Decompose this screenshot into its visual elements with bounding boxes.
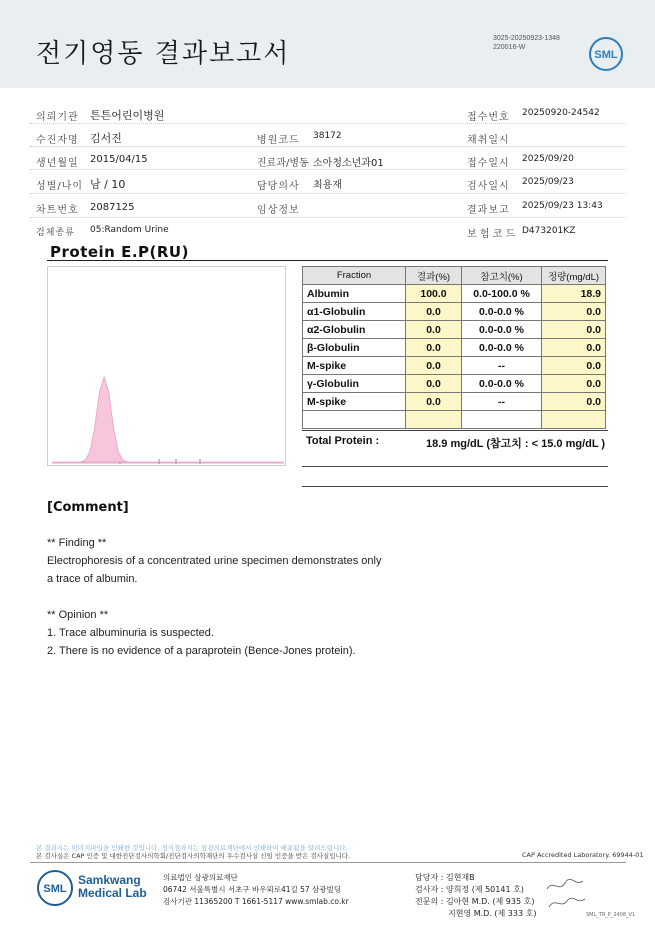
divider <box>30 193 626 194</box>
receipt-date-label: 접수일시 <box>467 158 510 169</box>
fraction-name: γ-Globulin <box>303 375 406 393</box>
cap-accreditation: CAP Accredited Laboratory. 69944-01 <box>522 851 644 859</box>
report-header <box>0 0 655 88</box>
report-value: 2025/09/23 13:43 <box>522 201 603 211</box>
fraction-quantity: 0.0 <box>542 393 606 411</box>
patient-value: 김서진 <box>90 132 122 145</box>
fraction-name: M-spike <box>303 393 406 411</box>
institution-label: 의뢰기관 <box>36 112 79 123</box>
hospital-code-label: 병원코드 <box>257 135 300 146</box>
table-row <box>303 303 606 321</box>
fraction-result: 0.0 <box>406 393 462 411</box>
divider <box>30 169 626 170</box>
opinion-heading: ** Opinion ** <box>47 609 109 621</box>
doctor-label: 담당의사 <box>257 181 300 192</box>
divider <box>30 123 626 124</box>
footer-logo-text: SML <box>43 883 67 895</box>
fraction-reference <box>462 411 542 429</box>
fraction-reference: 0.0-0.0 % <box>462 339 542 357</box>
fraction-reference: -- <box>462 393 542 411</box>
table-row <box>303 339 606 357</box>
org-address: 06742 서울특별시 서초구 바우뫼로41길 57 삼광빌딩 <box>163 885 342 894</box>
birth-value: 2015/04/15 <box>90 154 148 165</box>
test-date-value: 2025/09/23 <box>522 177 574 187</box>
doctor-value: 최용재 <box>313 180 342 191</box>
fraction-quantity: 0.0 <box>542 321 606 339</box>
sex-age-value: 남 / 10 <box>90 178 126 191</box>
fraction-name: β-Globulin <box>303 339 406 357</box>
divider <box>302 466 608 467</box>
fraction-name: Albumin <box>303 285 406 303</box>
header-reference: 참고치(%) <box>462 267 542 285</box>
department-value: 소아청소년과01 <box>313 158 384 169</box>
table-row <box>303 375 606 393</box>
fraction-result: 0.0 <box>406 303 462 321</box>
staff-manager: 담당자 : 김현재B <box>415 873 475 882</box>
table-row <box>303 411 606 429</box>
report-label: 결과보고 <box>467 205 510 216</box>
org-name: 의료법인 삼광의료재단 <box>163 873 238 882</box>
sml-logo <box>588 36 624 72</box>
institution-value: 튼튼어린이병원 <box>90 109 165 122</box>
department-label: 진료과/병동 <box>257 158 309 169</box>
staff-tester: 검사자 : 양희정 (제 50141 호) <box>415 885 524 894</box>
accreditation-notice: 본 검사실은 CAP 인증 및 대한진단검사의학회/진단검사의학재단의 우수검사실 신임 인증을 받은 검사실입니다. <box>36 852 351 860</box>
fraction-quantity: 0.0 <box>542 303 606 321</box>
total-protein-value: 18.9 mg/dL (참고치 : < 15.0 mg/dL ) <box>426 438 606 450</box>
chart-no-value: 2087125 <box>90 202 135 213</box>
electrophoresis-chart <box>47 266 286 466</box>
table-header-row <box>303 267 606 285</box>
fraction-name: M-spike <box>303 357 406 375</box>
opinion-line: 2. There is no evidence of a paraprotein (Bence-Jones protein). <box>47 645 356 657</box>
print-notice: 본 결과지는 이미지파일을 인쇄한 것입니다. 정식결과지는 삼광의료재단에서 인쇄하여 배포됨을 알려드립니다. <box>36 844 348 852</box>
divider <box>30 217 626 218</box>
fraction-quantity: 18.9 <box>542 285 606 303</box>
fraction-result: 0.0 <box>406 339 462 357</box>
sex-age-label: 성별/나이 <box>36 181 84 192</box>
collection-date-label: 채취일시 <box>467 135 510 146</box>
receipt-date-value: 2025/09/20 <box>522 154 574 164</box>
fraction-name: α2-Globulin <box>303 321 406 339</box>
insurance-value: D473201KZ <box>522 226 576 236</box>
fraction-result: 0.0 <box>406 375 462 393</box>
header-result: 결과(%) <box>406 267 462 285</box>
receipt-no-value: 20250920-24542 <box>522 108 600 118</box>
opinion-line: 1. Trace albuminuria is suspected. <box>47 627 214 639</box>
footer-sml-logo <box>36 869 74 907</box>
birth-label: 생년월일 <box>36 158 79 169</box>
specimen-label: 검체종류 <box>36 228 75 238</box>
fraction-quantity <box>542 411 606 429</box>
finding-line: a trace of albumin. <box>47 573 138 585</box>
comment-heading: [Comment] <box>47 500 129 515</box>
fraction-result: 0.0 <box>406 357 462 375</box>
org-contact: 검사기관 11365200 T 1661-5117 www.smlab.co.kr <box>163 897 349 906</box>
fraction-reference: 0.0-0.0 % <box>462 321 542 339</box>
header-quantity: 정량(mg/dL) <box>542 267 606 285</box>
report-title: 전기영동 결과보고서 <box>36 39 291 69</box>
section-divider <box>47 260 608 261</box>
clinical-label: 임상정보 <box>257 205 300 216</box>
fraction-result: 0.0 <box>406 321 462 339</box>
fraction-quantity: 0.0 <box>542 339 606 357</box>
staff-specialist: 전문의 : 김아현 M.D. (제 935 호) <box>415 897 535 906</box>
finding-heading: ** Finding ** <box>47 537 107 549</box>
fraction-name: α1-Globulin <box>303 303 406 321</box>
patient-label: 수진자명 <box>36 135 79 146</box>
hospital-code-value: 38172 <box>313 131 342 141</box>
albumin-peak <box>52 377 284 462</box>
fraction-result: 100.0 <box>406 285 462 303</box>
fraction-reference: 0.0-100.0 % <box>462 285 542 303</box>
brand-line1: Samkwang <box>78 873 141 887</box>
fraction-quantity: 0.0 <box>542 375 606 393</box>
chart-no-label: 차트번호 <box>36 205 79 216</box>
fraction-reference: 0.0-0.0 % <box>462 303 542 321</box>
divider <box>302 486 608 487</box>
fraction-name <box>303 411 406 429</box>
section-title: Protein E.P(RU) <box>50 243 189 261</box>
header-fraction: Fraction <box>303 267 406 285</box>
report-code <box>493 34 560 52</box>
finding-line: Electrophoresis of a concentrated urine specimen demonstrates only <box>47 555 382 567</box>
form-code: SML_TR_P_2408_V1 <box>586 912 636 918</box>
fraction-result <box>406 411 462 429</box>
report-code-line1: 3025-20250923-1348 <box>493 35 560 42</box>
brand-line2: Medical Lab <box>78 886 147 900</box>
fraction-reference: -- <box>462 357 542 375</box>
footer-divider <box>30 862 626 863</box>
fraction-table <box>302 266 606 429</box>
table-row <box>303 321 606 339</box>
divider <box>302 430 608 431</box>
footer-brand <box>78 874 147 900</box>
table-row <box>303 393 606 411</box>
electrophoresis-svg <box>48 267 285 465</box>
test-date-label: 검사일시 <box>467 181 510 192</box>
table-row <box>303 357 606 375</box>
table-row <box>303 285 606 303</box>
receipt-no-label: 접수번호 <box>467 112 510 123</box>
staff-specialist-2: 지현영 M.D. (제 333 호) <box>448 909 537 918</box>
specimen-value: 05:Random Urine <box>90 225 169 235</box>
report-code-line2: 220016-W <box>493 44 526 51</box>
insurance-label: 보 험 코 드 <box>467 229 516 240</box>
divider <box>30 146 626 147</box>
fraction-reference: 0.0-0.0 % <box>462 375 542 393</box>
total-protein-label: Total Protein : <box>306 435 380 447</box>
fraction-quantity: 0.0 <box>542 357 606 375</box>
logo-text: SML <box>594 49 618 61</box>
signature-icon <box>545 875 587 913</box>
